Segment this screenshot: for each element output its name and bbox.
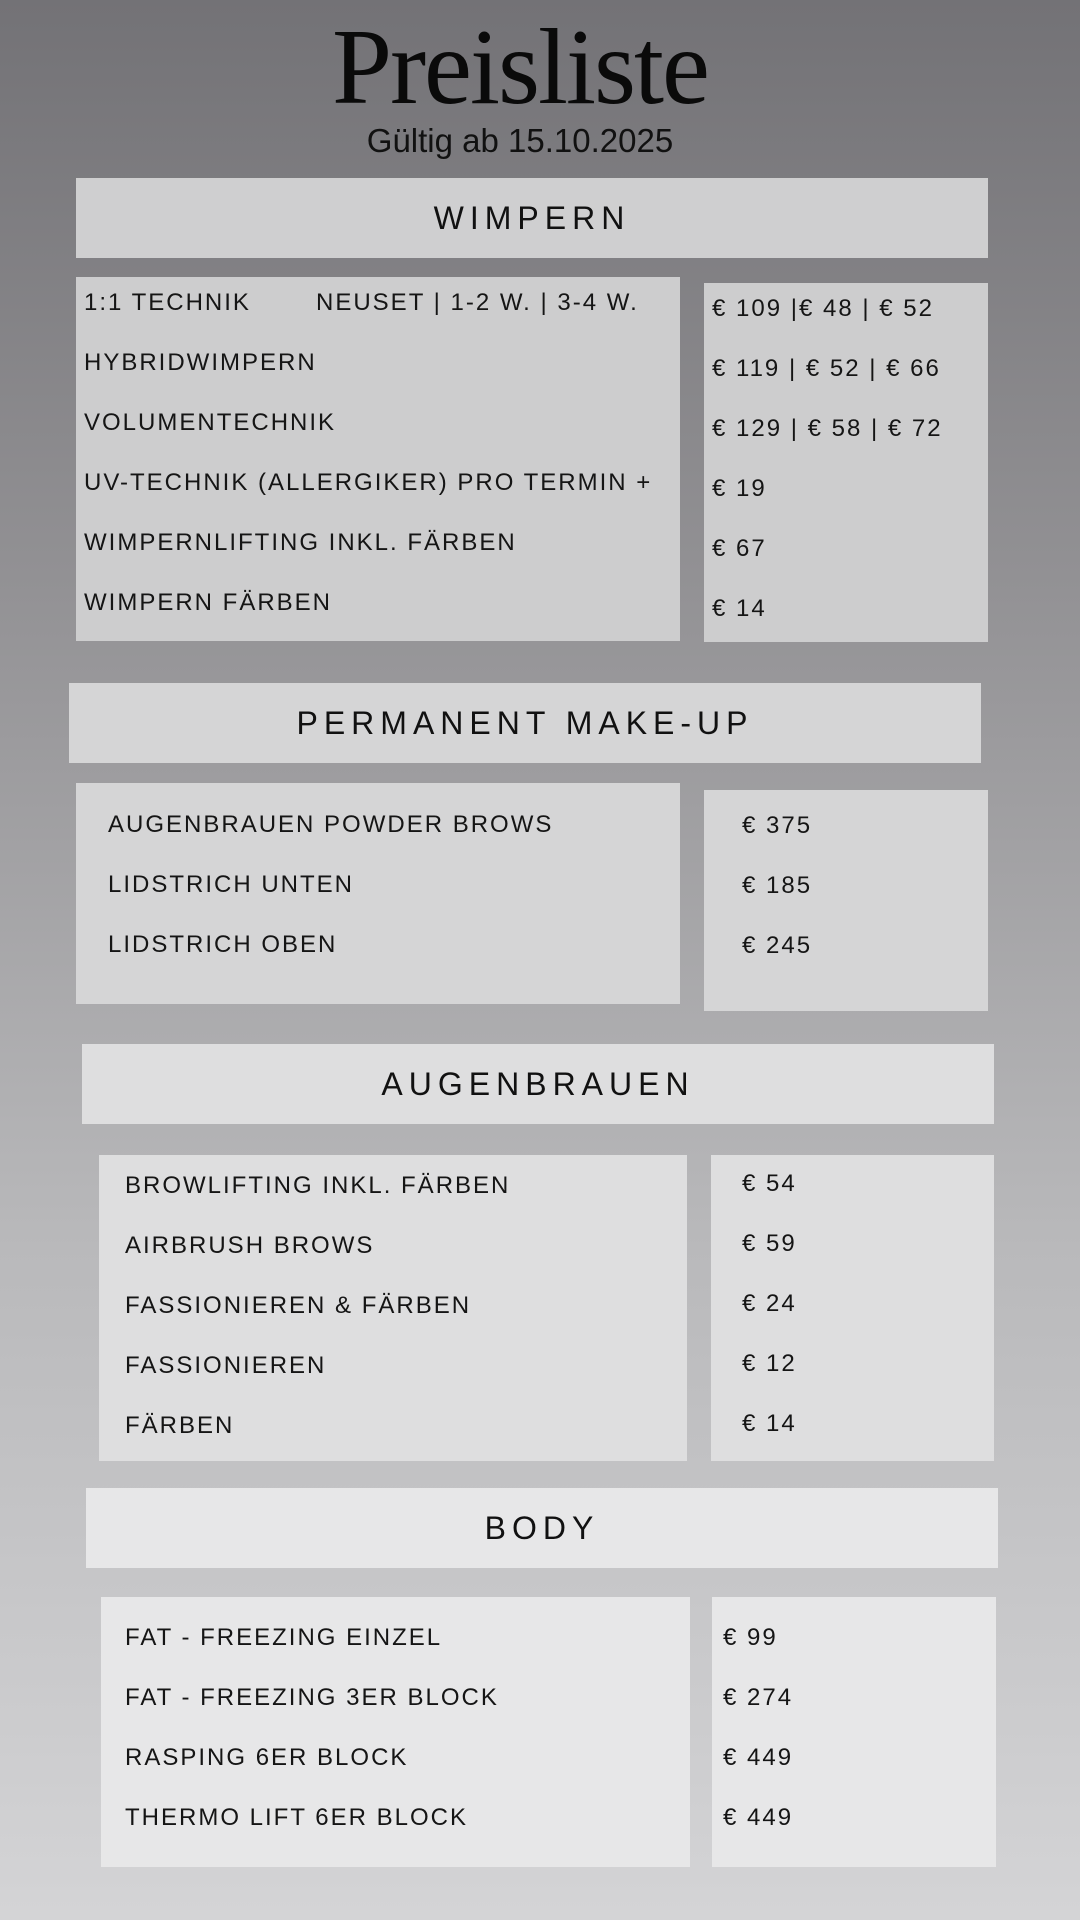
section-heading-augenbrauen: AUGENBRAUEN xyxy=(82,1044,994,1124)
service-name: FAT - FREEZING 3ER BLOCK xyxy=(125,1684,499,1711)
service-name: FAT - FREEZING EINZEL xyxy=(125,1624,443,1651)
service-name: WIMPERNLIFTING INKL. FÄRBEN xyxy=(84,529,517,556)
service-name: RASPING 6ER BLOCK xyxy=(125,1744,409,1771)
service-price: € 14 xyxy=(712,595,767,622)
service-name: FASSIONIEREN xyxy=(125,1352,327,1379)
service-name: WIMPERN FÄRBEN xyxy=(84,589,333,616)
service-name: HYBRIDWIMPERN xyxy=(84,349,317,376)
service-name: FASSIONIEREN & FÄRBEN xyxy=(125,1292,472,1319)
page-title: Preisliste xyxy=(332,8,708,127)
service-name: LIDSTRICH OBEN xyxy=(108,931,338,958)
permanent-make-up-prices-box xyxy=(704,790,988,1011)
augenbrauen-prices-box xyxy=(711,1155,994,1461)
service-name: UV-TECHNIK (ALLERGIKER) PRO TERMIN + xyxy=(84,469,653,496)
section-heading-wimpern: WIMPERN xyxy=(76,178,988,258)
body-services-box xyxy=(101,1597,690,1867)
service-price: € 449 xyxy=(723,1804,794,1831)
augenbrauen-services-box xyxy=(99,1155,687,1461)
service-price: € 185 xyxy=(742,872,813,899)
service-name: 1:1 TECHNIK xyxy=(84,289,251,316)
service-name: BROWLIFTING INKL. FÄRBEN xyxy=(125,1172,511,1199)
service-price: € 59 xyxy=(742,1230,797,1257)
wimpern-prices-box xyxy=(704,283,988,642)
service-name: VOLUMENTECHNIK xyxy=(84,409,337,436)
service-price: € 109 |€ 48 | € 52 xyxy=(712,295,934,322)
body-prices-box xyxy=(712,1597,996,1867)
service-price: € 14 xyxy=(742,1410,797,1437)
service-price: € 24 xyxy=(742,1290,797,1317)
service-price: € 274 xyxy=(723,1684,794,1711)
service-price: € 129 | € 58 | € 72 xyxy=(712,415,943,442)
service-name: LIDSTRICH UNTEN xyxy=(108,871,355,898)
service-price: € 54 xyxy=(742,1170,797,1197)
service-price: € 245 xyxy=(742,932,813,959)
service-name: AUGENBRAUEN POWDER BROWS xyxy=(108,811,554,838)
service-price: € 67 xyxy=(712,535,767,562)
section-heading-permanent-make-up: PERMANENT MAKE-UP xyxy=(69,683,981,763)
service-name: THERMO LIFT 6ER BLOCK xyxy=(125,1804,468,1831)
service-detail: NEUSET | 1-2 W. | 3-4 W. xyxy=(316,289,639,316)
permanent-make-up-services-box xyxy=(76,783,680,1004)
section-heading-body: BODY xyxy=(86,1488,998,1568)
valid-from-subtitle: Gültig ab 15.10.2025 xyxy=(366,122,674,159)
service-name: AIRBRUSH BROWS xyxy=(125,1232,375,1259)
service-price: € 12 xyxy=(742,1350,797,1377)
service-name: FÄRBEN xyxy=(125,1412,235,1439)
service-price: € 119 | € 52 | € 66 xyxy=(712,355,941,382)
service-price: € 99 xyxy=(723,1624,778,1651)
service-price: € 375 xyxy=(742,812,813,839)
wimpern-services-box xyxy=(76,277,680,641)
service-price: € 19 xyxy=(712,475,767,502)
service-price: € 449 xyxy=(723,1744,794,1771)
